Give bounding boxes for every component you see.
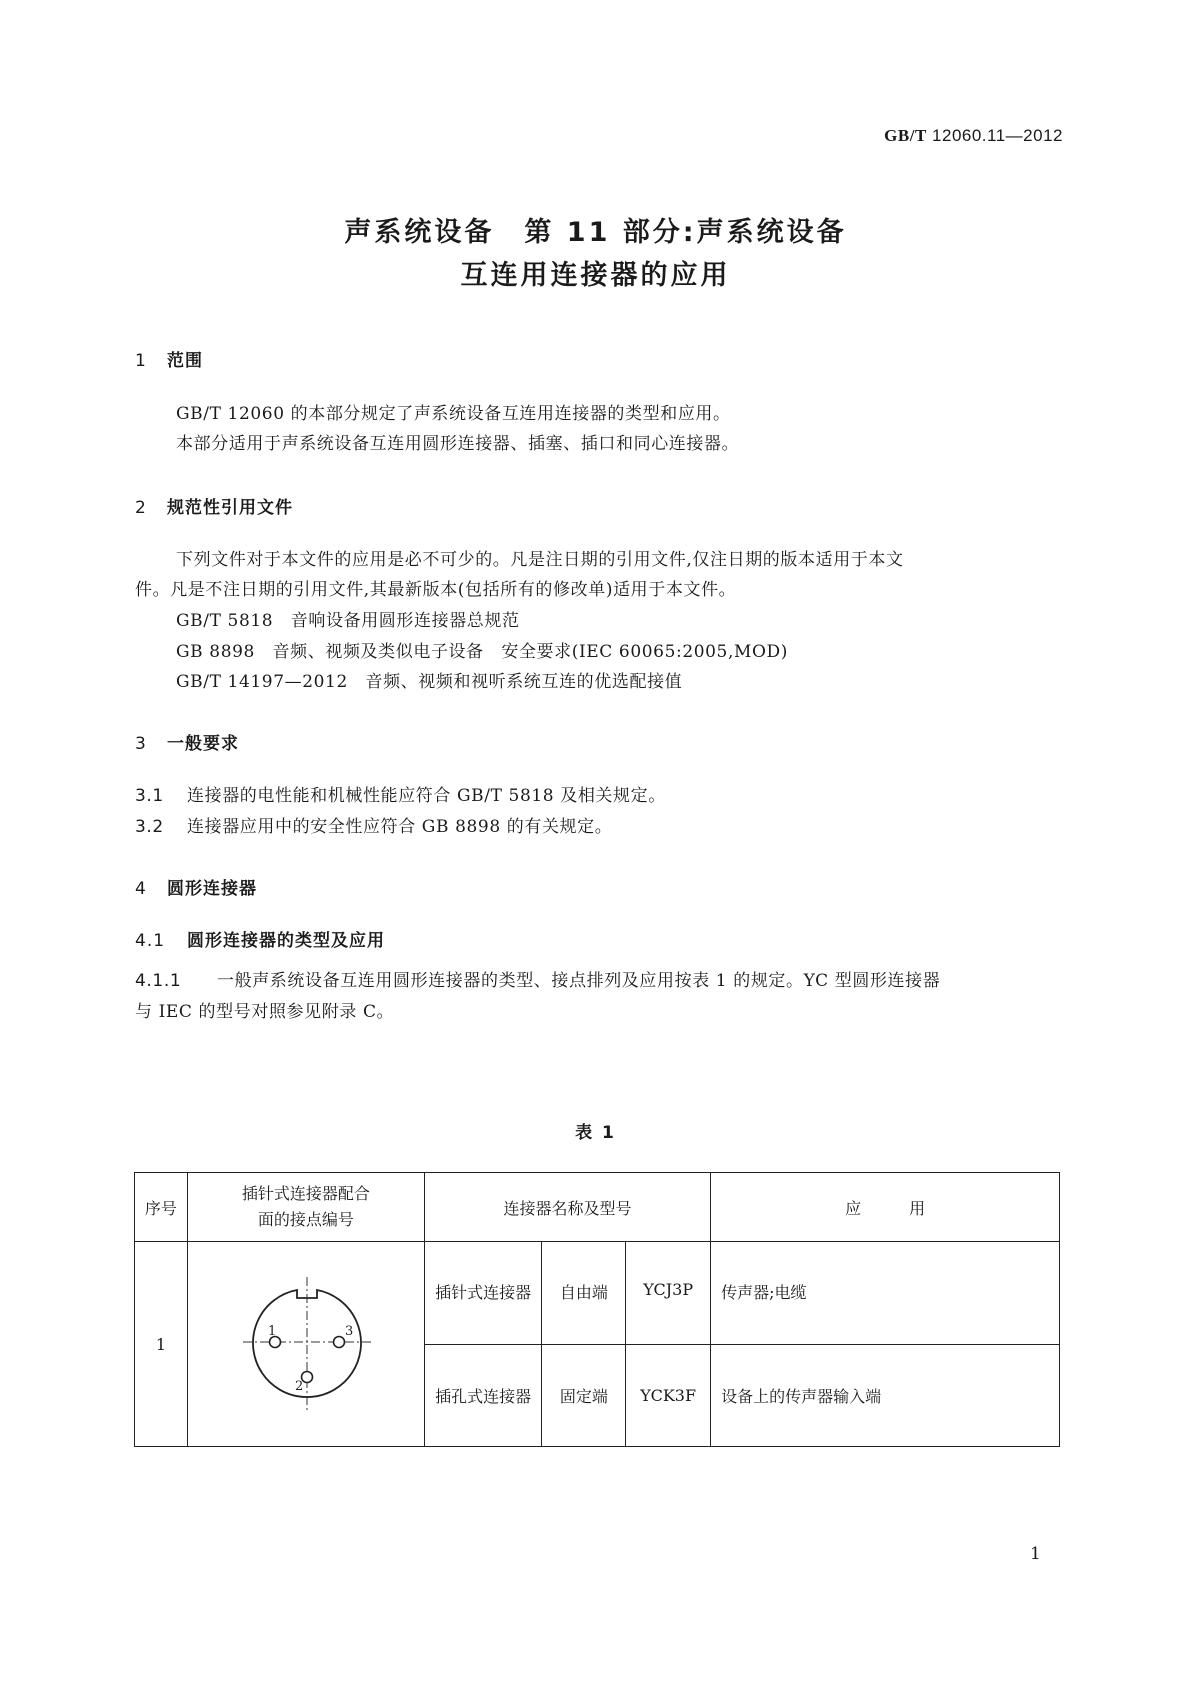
entry-1-model: YCJ3P: [626, 1242, 711, 1345]
clause-3-1-number: 3.1: [135, 786, 164, 806]
section-1-title: 范围: [167, 351, 203, 371]
entry-2-kind: 插孔式连接器: [424, 1344, 542, 1447]
entry-1-kind: 插针式连接器: [424, 1242, 542, 1345]
pin-label-1: 1: [267, 1324, 277, 1339]
clause-3-1: [135, 780, 666, 812]
pin-3-hole: [333, 1337, 344, 1348]
section-4-heading: [135, 874, 257, 899]
row-seq: 1: [135, 1242, 188, 1447]
section-3-number: 3: [135, 734, 147, 754]
entry-2-application: 设备上的传声器输入端: [711, 1344, 1060, 1447]
clause-4-1-1-text: 一般声系统设备互连用圆形连接器的类型、接点排列及应用按表 1 的规定。YC 型圆形连接器: [217, 971, 941, 991]
header-seq: 序号: [135, 1173, 188, 1242]
section-3-title: 一般要求: [167, 734, 239, 754]
entry-2-model: YCK3F: [626, 1344, 711, 1447]
document-title-line1: 声系统设备 第 11 部分:声系统设备: [344, 217, 847, 248]
subsection-4-1-heading: [135, 926, 385, 951]
header-application: 应 用: [711, 1173, 1060, 1242]
pin-label-3: 3: [344, 1324, 354, 1339]
clause-4-1-1-line1: [135, 965, 940, 997]
subsection-4-1-title: 圆形连接器的类型及应用: [187, 931, 385, 951]
document-title-line2: 互连用连接器的应用: [460, 260, 731, 291]
standard-prefix: GB/T: [884, 126, 927, 145]
entry-2-end: 固定端: [542, 1344, 626, 1447]
section-1-para1: GB/T 12060 的本部分规定了声系统设备互连用连接器的类型和应用。: [176, 404, 731, 424]
normative-ref-1: GB/T 5818 音响设备用圆形连接器总规范: [176, 611, 520, 631]
section-2-heading: [135, 493, 293, 518]
table-1: [134, 1172, 1060, 1447]
section-1-para2: 本部分适用于声系统设备互连用圆形连接器、插塞、插口和同心连接器。: [176, 434, 740, 454]
clause-3-2-number: 3.2: [135, 817, 164, 837]
page-number: 1: [1030, 1544, 1041, 1564]
table-1-caption: 表 1: [575, 1123, 616, 1143]
standard-code: [884, 126, 1063, 146]
clause-3-2-text: 连接器应用中的安全性应符合 GB 8898 的有关规定。: [187, 817, 613, 837]
normative-ref-3: GB/T 14197—2012 音频、视频和视听系统互连的优选配接值: [176, 672, 683, 692]
section-3-heading: [135, 729, 239, 754]
contact-diagram-cell: [187, 1242, 424, 1447]
section-1-number: 1: [135, 351, 147, 371]
section-2-title: 规范性引用文件: [167, 498, 293, 518]
table-header-row: [135, 1173, 1060, 1242]
clause-3-2: [135, 811, 612, 843]
clause-4-1-1-number: 4.1.1: [135, 971, 182, 991]
circular-connector-diagram: [188, 1242, 424, 1442]
section-1-heading: [135, 346, 203, 371]
header-contact-line2: 面的接点编号: [257, 1210, 354, 1229]
section-2-intro-line1: 下列文件对于本文件的应用是必不可少的。凡是注日期的引用文件,仅注日期的版本适用于本文: [176, 550, 904, 570]
section-4-number: 4: [135, 879, 147, 899]
section-4-title: 圆形连接器: [167, 879, 257, 899]
pin-label-2: 2: [294, 1379, 304, 1394]
header-connector-name: 连接器名称及型号: [424, 1173, 710, 1242]
normative-ref-2: GB 8898 音频、视频及类似电子设备 安全要求(IEC 60065:2005,MOD): [176, 642, 788, 662]
entry-1-application: 传声器;电缆: [711, 1242, 1060, 1345]
section-2-intro-line2: 件。凡是不注日期的引用文件,其最新版本(包括所有的修改单)适用于本文件。: [135, 580, 737, 600]
subsection-4-1-number: 4.1: [135, 931, 166, 951]
clause-3-1-text: 连接器的电性能和机械性能应符合 GB/T 5818 及相关规定。: [187, 786, 666, 806]
standard-number: 12060.11—2012: [932, 126, 1063, 145]
entry-1-end: 自由端: [542, 1242, 626, 1345]
header-contact-numbering: [187, 1173, 424, 1242]
section-2-number: 2: [135, 498, 147, 518]
header-contact-line1: 插针式连接器配合: [241, 1184, 370, 1203]
table-row: [135, 1242, 1060, 1345]
clause-4-1-1-line2: 与 IEC 的型号对照参见附录 C。: [135, 1002, 395, 1022]
